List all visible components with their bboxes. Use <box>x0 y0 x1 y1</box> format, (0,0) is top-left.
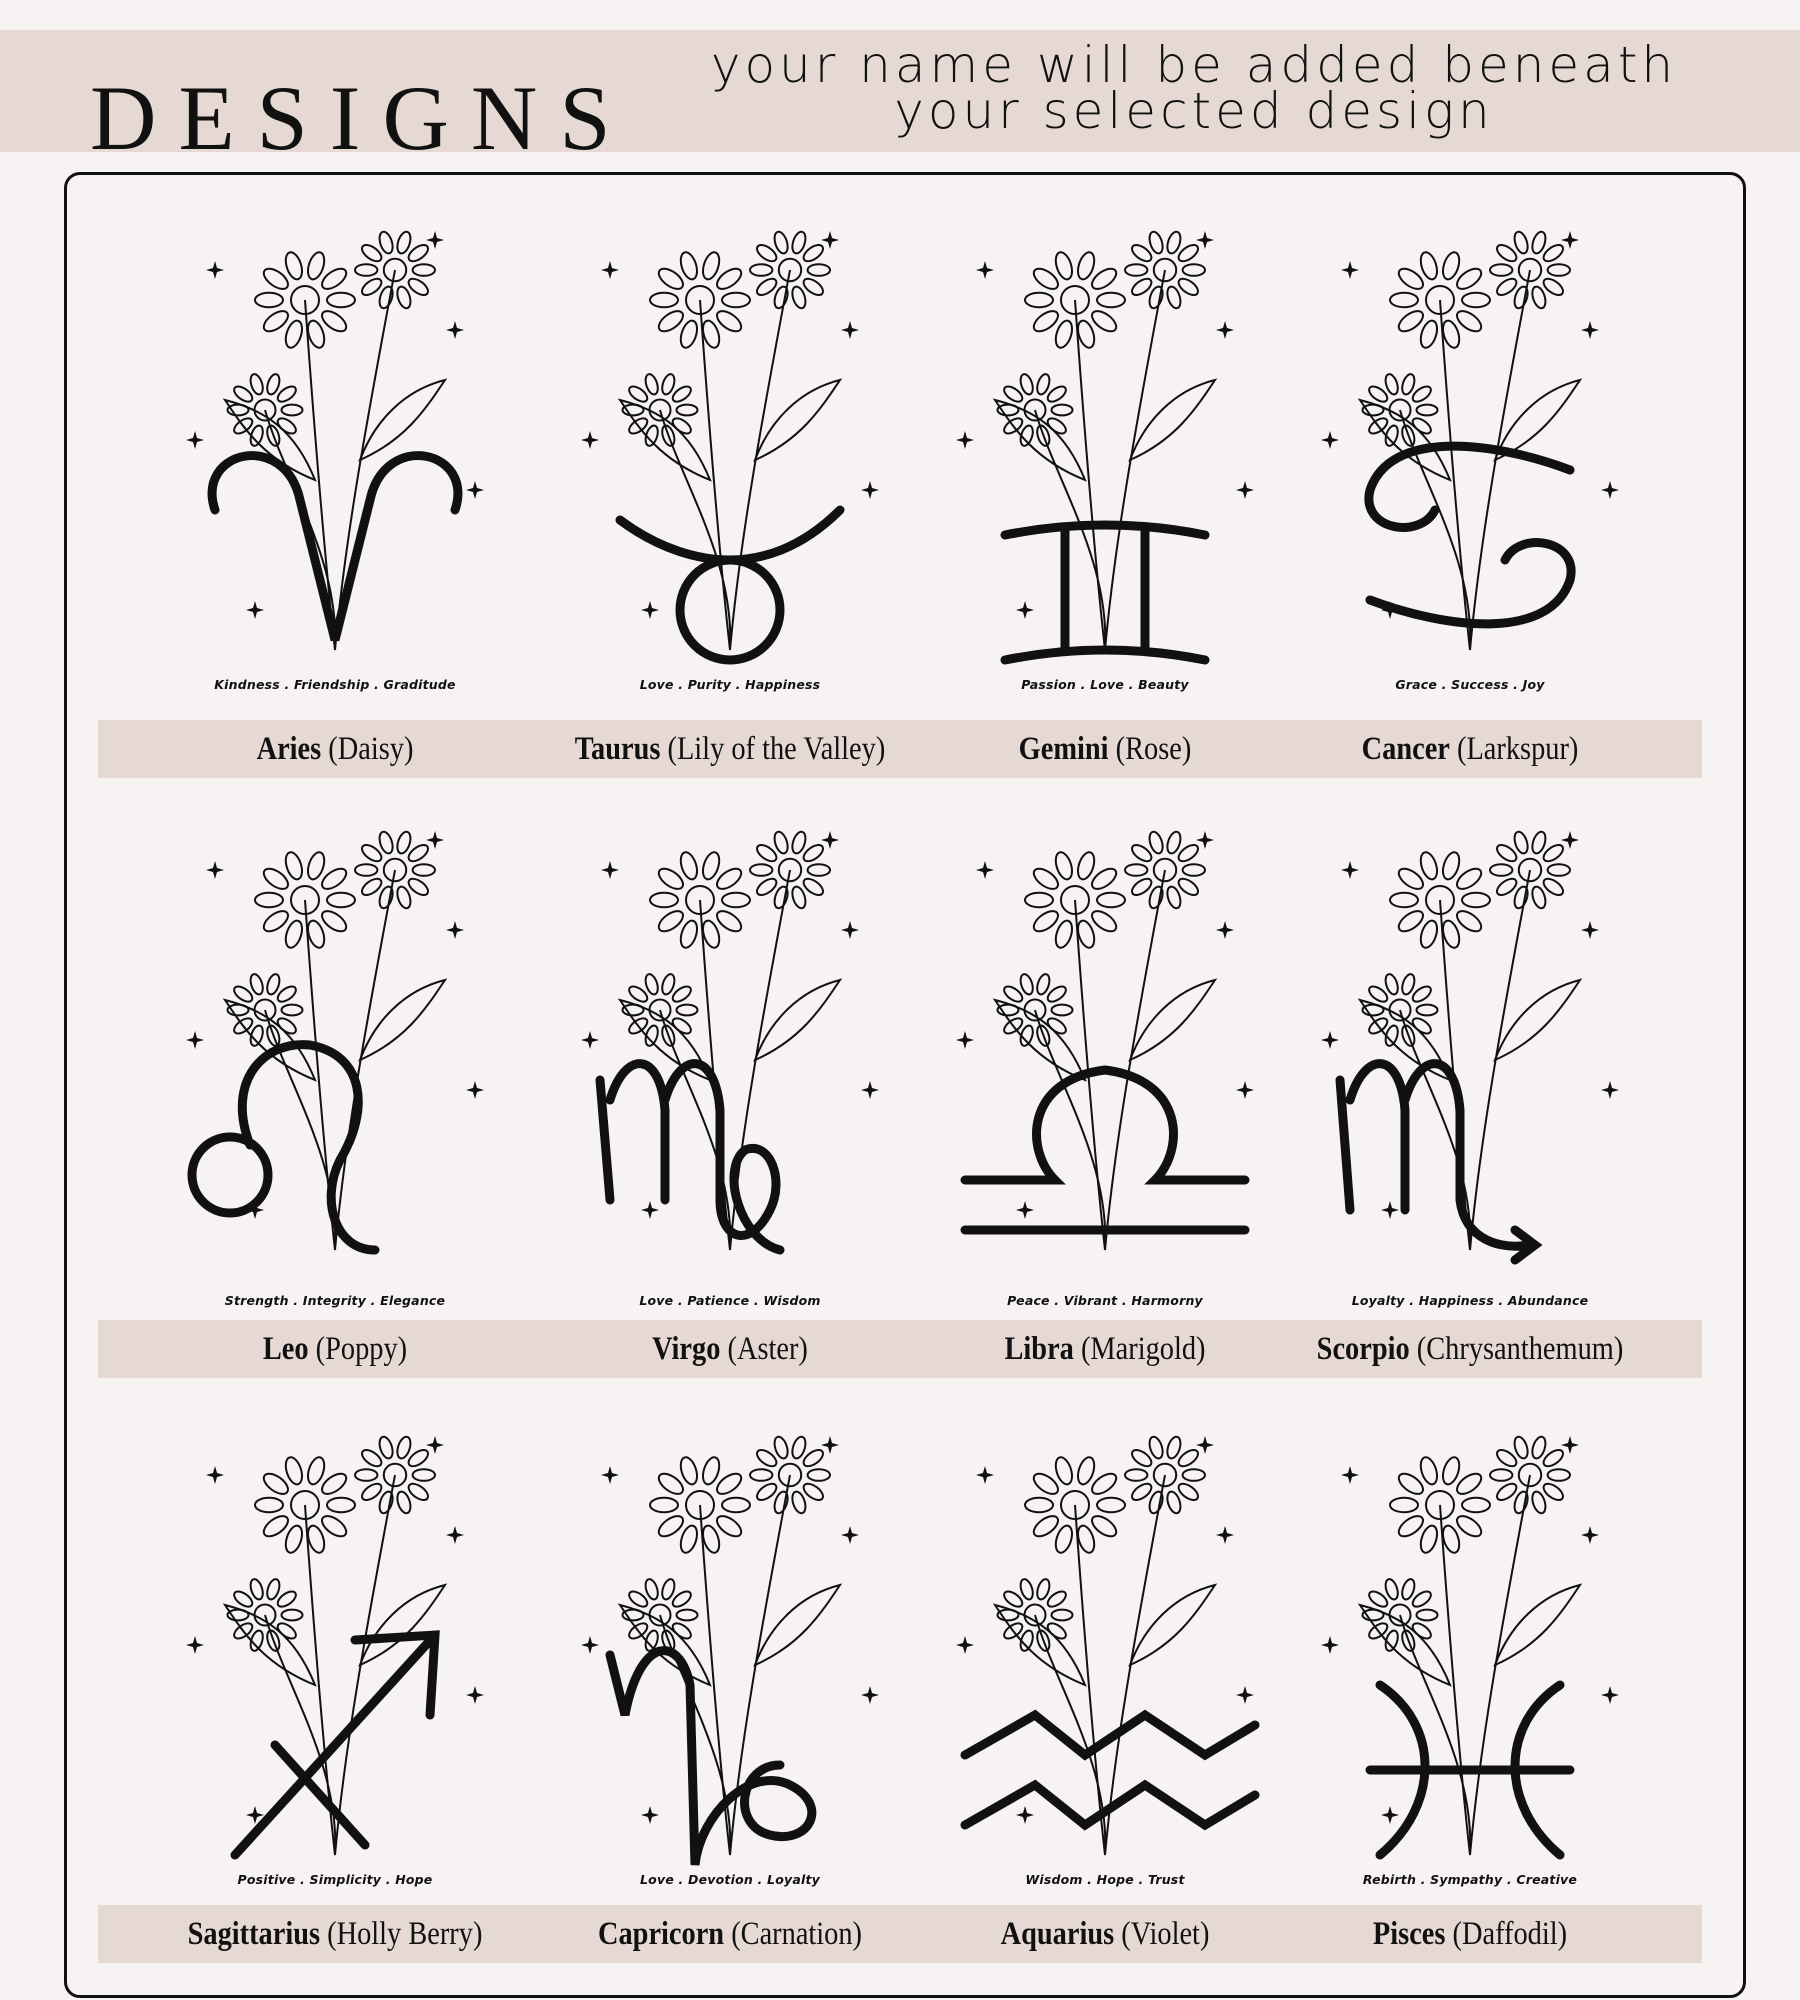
design-card-capricorn[interactable] <box>530 1385 930 1952</box>
design-tagline: Love . Patience . Wisdom <box>639 1293 821 1308</box>
design-label <box>916 720 1294 778</box>
flower-name: (Daisy) <box>328 731 414 767</box>
design-label <box>146 720 524 778</box>
design-label <box>146 1905 524 1963</box>
gemini-floral-illustration <box>905 180 1305 680</box>
sign-name: Libra <box>1004 1331 1074 1367</box>
taurus-floral-illustration <box>530 180 930 680</box>
design-tagline: Love . Devotion . Loyalty <box>640 1872 820 1887</box>
capricorn-floral-illustration <box>530 1385 930 1885</box>
design-tagline: Love . Purity . Happiness <box>639 677 821 692</box>
design-tagline: Wisdom . Hope . Trust <box>1025 1872 1185 1887</box>
sign-name: Leo <box>262 1331 309 1367</box>
design-label <box>916 1905 1294 1963</box>
sign-name: Pisces <box>1372 1916 1446 1952</box>
leo-floral-illustration <box>135 780 535 1280</box>
design-label <box>1281 1320 1659 1378</box>
design-label <box>1281 720 1659 778</box>
sagittarius-floral-illustration <box>135 1385 535 1885</box>
sign-name: Gemini <box>1018 731 1109 767</box>
design-label <box>1281 1905 1659 1963</box>
design-card-libra[interactable] <box>905 780 1305 1367</box>
sign-name: Sagittarius <box>187 1916 321 1952</box>
design-label <box>146 1320 524 1378</box>
flower-name: (Violet) <box>1121 1916 1210 1952</box>
design-label <box>541 1905 919 1963</box>
aries-floral-illustration <box>135 180 535 680</box>
design-label <box>541 720 919 778</box>
design-tagline: Loyalty . Happiness . Abundance <box>1351 1293 1589 1308</box>
cancer-floral-illustration <box>1270 180 1670 680</box>
design-label <box>916 1320 1294 1378</box>
design-tagline: Passion . Love . Beauty <box>1021 677 1189 692</box>
design-card-sagittarius[interactable] <box>135 1385 535 1952</box>
design-card-pisces[interactable] <box>1270 1385 1670 1952</box>
sign-name: Virgo <box>652 1331 721 1367</box>
subtitle-line-2: your selected design <box>894 82 1494 140</box>
design-card-virgo[interactable] <box>530 780 930 1367</box>
design-tagline: Positive . Simplicity . Hope <box>237 1872 433 1887</box>
scorpio-floral-illustration <box>1270 780 1670 1280</box>
flower-name: (Marigold) <box>1080 1331 1206 1367</box>
design-card-cancer[interactable] <box>1270 180 1670 767</box>
libra-floral-illustration <box>905 780 1305 1280</box>
flower-name: (Lily of the Valley) <box>667 731 886 767</box>
page-title: DESIGNS <box>90 67 633 169</box>
design-tagline: Peace . Vibrant . Harmorny <box>1007 1293 1203 1308</box>
design-tagline: Grace . Success . Joy <box>1395 677 1545 692</box>
design-card-taurus[interactable] <box>530 180 930 767</box>
sign-name: Capricorn <box>597 1916 725 1952</box>
flower-name: (Rose) <box>1115 731 1192 767</box>
design-tagline: Strength . Integrity . Elegance <box>224 1293 446 1308</box>
design-card-scorpio[interactable] <box>1270 780 1670 1367</box>
flower-name: (Holly Berry) <box>327 1916 483 1952</box>
flower-name: (Larkspur) <box>1457 731 1579 767</box>
sign-name: Taurus <box>574 731 661 767</box>
design-card-aquarius[interactable] <box>905 1385 1305 1952</box>
sign-name: Aries <box>256 731 322 767</box>
sign-name: Cancer <box>1361 731 1450 767</box>
pisces-floral-illustration <box>1270 1385 1670 1885</box>
flower-name: (Chrysanthemum) <box>1416 1331 1624 1367</box>
flower-name: (Carnation) <box>731 1916 863 1952</box>
sign-name: Aquarius <box>1000 1916 1115 1952</box>
subtitle-line-1: your name will be added beneath <box>710 36 1678 94</box>
sign-name: Scorpio <box>1316 1331 1410 1367</box>
design-card-gemini[interactable] <box>905 180 1305 767</box>
flower-name: (Poppy) <box>315 1331 408 1367</box>
aquarius-floral-illustration <box>905 1385 1305 1885</box>
design-tagline: Kindness . Friendship . Graditude <box>214 677 456 692</box>
design-label <box>541 1320 919 1378</box>
design-card-aries[interactable] <box>135 180 535 767</box>
flower-name: (Aster) <box>727 1331 808 1367</box>
design-tagline: Rebirth . Sympathy . Creative <box>1362 1872 1578 1887</box>
virgo-floral-illustration <box>530 780 930 1280</box>
page-subtitle <box>694 36 1694 140</box>
header-banner <box>0 30 1800 169</box>
flower-name: (Daffodil) <box>1452 1916 1568 1952</box>
design-card-leo[interactable] <box>135 780 535 1367</box>
